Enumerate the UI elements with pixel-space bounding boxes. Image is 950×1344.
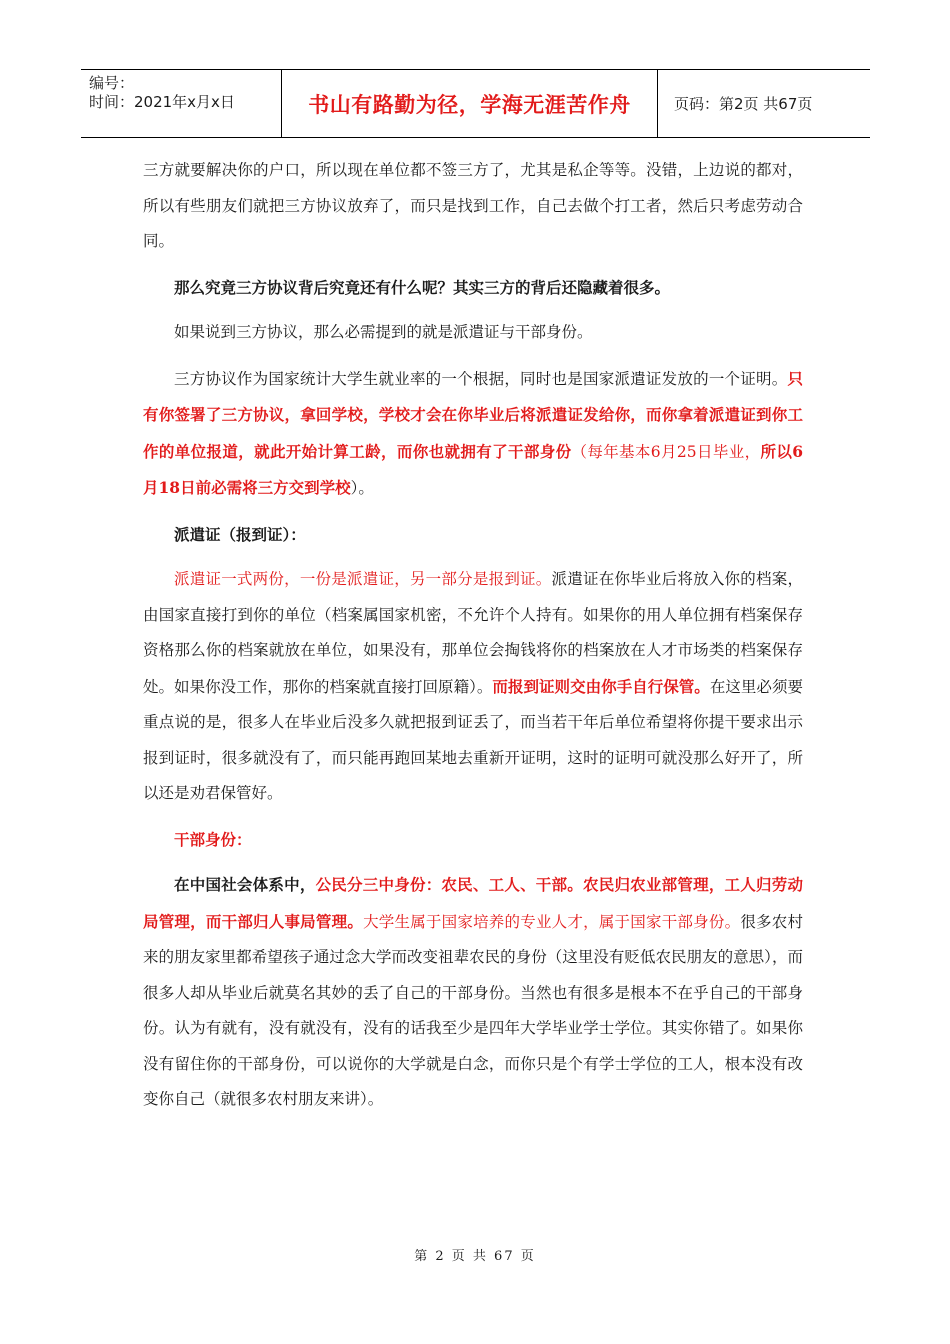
heading-cadre-status: 干部身份： (174, 829, 252, 849)
p5-red-intro: 派遣证一式两份，一份是派遣证，另一部分是报到证。 (174, 570, 552, 588)
page-footer: 第 2 页 共 67 页 (414, 1249, 536, 1264)
paragraph-1: 三方就要解决你的户口，所以现在单位都不签三方了，尤其是私企等等。没错，上边说的都对，所以有些朋友们就把三方协议放弃了，而只是找到工作，自己去做个打工者，然后只考虑劳动合同。 (143, 161, 803, 250)
p4-red-bold: 只有你签署了三方协议，拿回学校，学校才会在你毕业后将派遣证发给你，而你拿着派遣证到你工作的单位报道，就此开始计算工龄，而你也就拥有了干部身份 (143, 368, 803, 461)
p6-body: 很多农村来的朋友家里都希望孩子通过念大学而改变祖辈农民的身份（这里没有贬低农民朋友的意思），而很多人却从毕业后就莫名其妙的丢了自己的干部身份。当然也有很多是根本不在乎自己的干部身份。认为有就有，没有就没有，没有的话我至少是四年大学毕业学士学位。其实你错了。如果你没有留住你的干部身份，可以说你的大学就是白念，而你只是个有学士学位的工人，根本没有改变你自己（就很多农村朋友来讲）。 (143, 912, 803, 1108)
paragraph-3: 如果说到三方协议，那么必需提到的就是派遣证与干部身份。 (174, 323, 593, 341)
paragraph-2-question: 那么究竟三方协议背后究竟还有什么呢？其实三方的背后还隐藏着很多。 (174, 277, 671, 297)
header-page-info (666, 70, 870, 137)
paragraph-6 (143, 867, 803, 1118)
p6-intro: 在中国社会体系中， (174, 875, 316, 894)
p4-end: ）。 (350, 479, 374, 497)
page-info-text: 页码：第2页 共67页 (674, 95, 813, 113)
document-header (81, 69, 870, 138)
time-label: 时间：2021年x月x日 (89, 93, 235, 111)
p6-red: 大学生属于国家培养的专业人才，属于国家干部身份。 (363, 912, 741, 931)
p5-body: 派遣证在你毕业后将放入你的档案，由国家直接打到你的单位（档案属国家机密，不允许个人持有。如果你的用人单位拥有档案保存资格那么你的档案就放在单位，如果没有，那单位会掏钱将你的档案放在人才市场类的档案保存处。如果你没工作，那你的档案就直接打回原籍）。 (143, 570, 803, 696)
heading-dispatch-certificate: 派遣证（报到证）： (174, 524, 306, 544)
p5-red-bold: 而报到证则交由你手自行保管。 (492, 676, 710, 696)
p6-red-bold: 公民分三中身份：农民、工人、干部。农民归农业部管理，工人归劳动局管理，而干部归人事局管理。 (143, 875, 803, 931)
document-body (143, 153, 803, 1128)
number-label: 编号： (89, 74, 135, 92)
paragraph-5 (143, 562, 803, 812)
p4-intro: 三方协议作为国家统计大学生就业率的一个根据，同时也是国家派遣证发放的一个证明。 (174, 369, 788, 388)
paragraph-4 (143, 361, 803, 507)
p4-red-note: （每年基本6月25日毕业， (571, 442, 761, 461)
header-meta-cell (81, 70, 282, 137)
p5-tail: 在这里必须要重点说的是，很多人在毕业后没多久就把报到证丢了，而当若干年后单位希望将你提干要求出示报到证时，很多就没有了，而只能再跑回某地去重新开证明，这时的证明可就没那么好开了，所以还是劝君保管好。 (143, 677, 803, 802)
p4-red-deadline: 所以6月18日前必需将三方交到学校 (143, 441, 803, 497)
header-motto: 书山有路勤为径，学海无涯苦作舟 (282, 70, 658, 137)
